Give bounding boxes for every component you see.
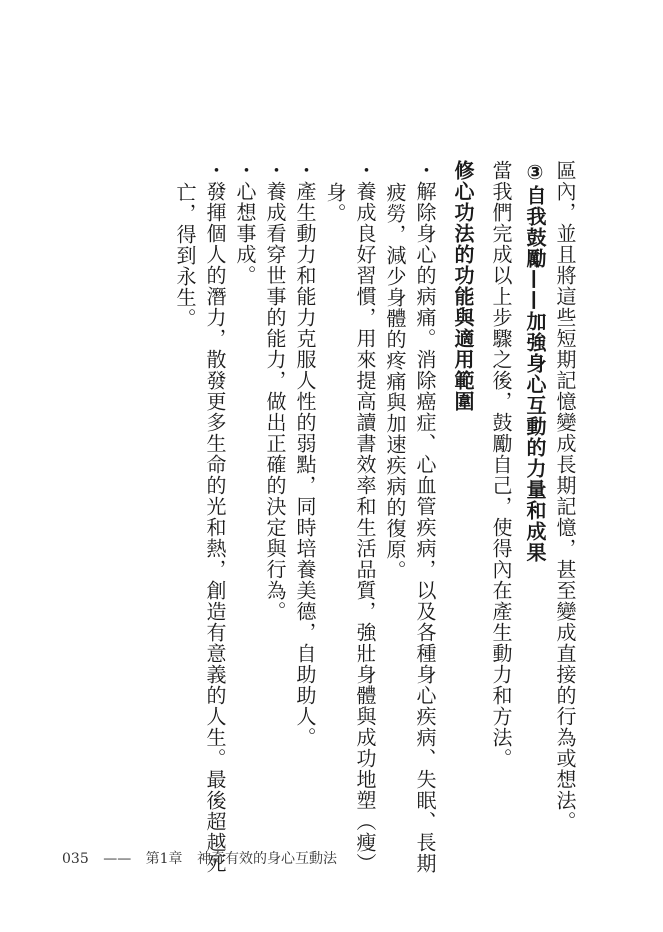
section-heading: 修心功法的功能與適用範圍 — [451, 160, 475, 412]
page-footer — [62, 848, 347, 868]
paragraph-encouragement: 當我們完成以上步驟之後，鼓勵自己，使得內在產生動力和方法。 — [489, 160, 513, 769]
bullet-item-4: ・養成看穿世事的能力，做出正確的決定與行為。 — [263, 160, 287, 622]
chapter-label: 第1章 — [145, 851, 183, 867]
paragraph-continuation: 區內，並且將這些短期記憶變成長期記憶，甚至變成直接的行為或想法。 — [553, 160, 577, 832]
chapter-title: 神奇有效的身心互動法 — [197, 851, 338, 867]
bullet-item-6: ・發揮個人的潛力，散發更多生命的光和熱，創造有意義的人生。最後超越死 — [203, 160, 227, 874]
bullet-item-5: ・心想事成。 — [233, 160, 257, 286]
bullet-item-1-continued: 疲勞，減少身體的疼痛與加速疾病的復原。 — [383, 182, 407, 581]
subsection-heading: ③自我鼓勵——加強身心互動的力量和成果 — [523, 160, 547, 563]
bullet-item-6-continued: 亡，得到永生。 — [173, 182, 197, 329]
bullet-item-2: ・養成良好習慣，用來提高讀書效率和生活品質，強壯身體與成功地塑（瘦） — [353, 160, 377, 874]
bullet-item-2-continued: 身。 — [323, 182, 347, 224]
footer-dash: —— — [103, 851, 132, 867]
page-number: 035 — [62, 851, 89, 867]
bullet-item-3: ・產生動力和能力克服人性的弱點，同時培養美德，自助助人。 — [293, 160, 317, 748]
bullet-item-1: ・解除身心的病痛。消除癌症、心血管疾病，以及各種身心疾病、失眠、長期 — [413, 160, 437, 874]
